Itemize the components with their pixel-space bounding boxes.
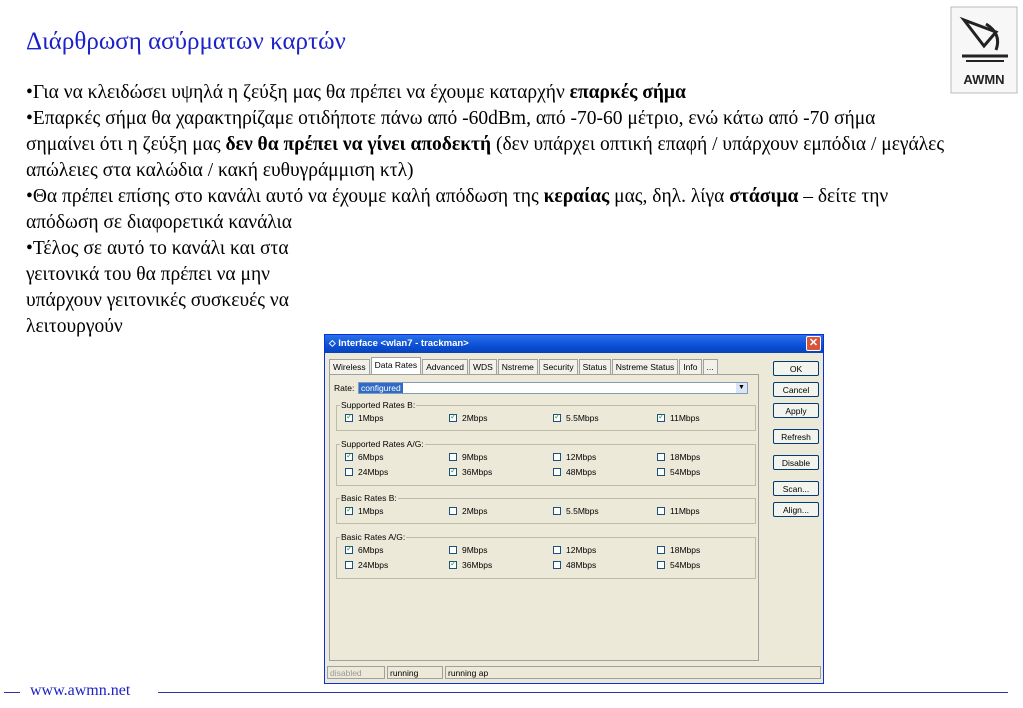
checkbox-checked-icon[interactable]: [553, 414, 561, 422]
rate-checkbox-label: 11Mbps: [670, 412, 700, 423]
checkbox-empty-icon[interactable]: [345, 561, 353, 569]
status-running: running: [387, 666, 443, 679]
rate-checkbox[interactable]: [345, 544, 384, 555]
group-label: Supported Rates A/G:: [341, 439, 424, 449]
dialog-titlebar[interactable]: [325, 335, 823, 353]
slide-title: Διάρθρωση ασύρματων καρτών: [26, 28, 346, 55]
checkbox-checked-icon[interactable]: [345, 507, 353, 515]
rate-checkbox[interactable]: [553, 559, 596, 570]
rate-checkbox[interactable]: [449, 505, 488, 516]
bullet-4-text: •Τέλος σε αυτό το κανάλι και στα γειτονικά του θα πρέπει να μην υπάρχουν γειτονικές συσκευές να λειτουργούν: [26, 238, 289, 337]
data-rates-panel: [329, 374, 759, 661]
rate-checkbox[interactable]: [449, 544, 488, 555]
rate-checkbox[interactable]: [657, 466, 700, 477]
rate-checkbox-label: 2Mbps: [462, 505, 488, 516]
rate-checkbox[interactable]: [345, 412, 384, 423]
refresh-button[interactable]: Refresh: [773, 429, 819, 444]
rate-checkbox-label: 12Mbps: [566, 451, 597, 462]
group-label: Basic Rates B:: [341, 493, 397, 503]
bullet-2-rest: (δεν υπάρχει οπτική επαφή / υπάρχουν εμπόδια / μεγάλες απώλειες στα καλώδια / κακή ευθυγράμμιση κτλ): [26, 134, 945, 181]
group-basic-b: [336, 493, 756, 524]
rate-checkbox-label: 5.5Mbps: [566, 505, 599, 516]
scan-button[interactable]: Scan...: [773, 481, 819, 496]
rate-checkbox[interactable]: [657, 451, 700, 462]
tab-nstreme-status[interactable]: Nstreme Status: [612, 359, 679, 374]
tab-data-rates[interactable]: Data Rates: [371, 357, 422, 374]
rate-checkbox-label: 18Mbps: [670, 544, 701, 555]
rate-checkbox[interactable]: [553, 544, 596, 555]
tab-nstreme[interactable]: Nstreme: [498, 359, 538, 374]
rate-select-value: configured: [361, 383, 401, 393]
rate-checkbox[interactable]: [657, 412, 700, 423]
tab-info[interactable]: Info: [679, 359, 701, 374]
rate-checkbox-label: 48Mbps: [566, 559, 597, 570]
rate-checkbox[interactable]: [345, 451, 384, 462]
checkbox-checked-icon[interactable]: [449, 468, 457, 476]
checkbox-empty-icon[interactable]: [553, 507, 561, 515]
group-label: Supported Rates B:: [341, 400, 416, 410]
group-supported-b: [336, 400, 756, 431]
status-bar: [327, 666, 821, 680]
rate-checkbox-label: 48Mbps: [566, 466, 597, 477]
checkbox-empty-icon[interactable]: [657, 546, 665, 554]
align-button[interactable]: Align...: [773, 502, 819, 517]
rate-checkbox[interactable]: [657, 505, 700, 516]
bullet-3-text: •Θα πρέπει επίσης στο κανάλι αυτό να έχουμε καλή απόδωση της: [26, 186, 544, 207]
checkbox-checked-icon[interactable]: [345, 546, 353, 554]
chevron-down-icon[interactable]: ▼: [736, 383, 747, 393]
close-icon[interactable]: ✕: [806, 336, 821, 351]
rate-select[interactable]: [358, 382, 748, 394]
bullet-3-mid: μας, δηλ. λίγα: [609, 186, 730, 207]
bullet-3-rest: – δείτε την απόδωση σε διαφορετικά κανάλια: [26, 186, 889, 233]
rate-checkbox-label: 1Mbps: [358, 505, 384, 516]
checkbox-checked-icon[interactable]: [449, 561, 457, 569]
rate-checkbox-label: 9Mbps: [462, 544, 488, 555]
status-running-ap: running ap: [445, 666, 821, 679]
rate-checkbox[interactable]: [553, 412, 599, 423]
tab-more[interactable]: ...: [703, 359, 718, 374]
bullet-list: [26, 80, 946, 340]
tab-advanced[interactable]: Advanced: [422, 359, 468, 374]
rate-checkbox-label: 36Mbps: [462, 559, 493, 570]
checkbox-empty-icon[interactable]: [657, 507, 665, 515]
rate-checkbox-label: 2Mbps: [462, 412, 488, 423]
checkbox-empty-icon[interactable]: [553, 546, 561, 554]
checkbox-checked-icon[interactable]: [345, 453, 353, 461]
checkbox-empty-icon[interactable]: [657, 468, 665, 476]
footer-rule-right: [158, 692, 1008, 693]
disable-button[interactable]: Disable: [773, 455, 819, 470]
bullet-2-text: •Επαρκές σήμα θα χαρακτηρίζαμε οτιδήποτε πάνω από -60dBm, από -70-60 μέτριο, ενώ κάτω από -70 σήμα σημαίνει ότι η ζεύξη μας: [26, 108, 876, 155]
rate-checkbox[interactable]: [345, 466, 388, 477]
footer-url[interactable]: www.awmn.net: [30, 682, 131, 699]
rate-checkbox[interactable]: [553, 505, 599, 516]
tab-wds[interactable]: WDS: [469, 359, 497, 374]
checkbox-checked-icon[interactable]: [449, 414, 457, 422]
checkbox-empty-icon[interactable]: [449, 507, 457, 515]
rate-checkbox-label: 54Mbps: [670, 559, 701, 570]
dialog-title-icon: ⬦: [329, 338, 339, 349]
ok-button[interactable]: OK: [773, 361, 819, 376]
rate-checkbox-label: 12Mbps: [566, 544, 597, 555]
rate-checkbox-label: 5.5Mbps: [566, 412, 599, 423]
checkbox-empty-icon[interactable]: [657, 561, 665, 569]
rate-checkbox[interactable]: [449, 559, 492, 570]
rate-checkbox[interactable]: [345, 505, 384, 516]
checkbox-empty-icon[interactable]: [553, 453, 561, 461]
rate-checkbox-label: 1Mbps: [358, 412, 384, 423]
group-label: Basic Rates A/G:: [341, 532, 406, 542]
rate-label: Rate:: [334, 383, 355, 393]
bullet-1-text: •Για να κλειδώσει υψηλά η ζεύξη μας θα πρέπει να έχουμε καταρχήν: [26, 82, 570, 103]
footer-rule-left: [4, 692, 20, 693]
svg-text:AWMN: AWMN: [963, 72, 1005, 87]
checkbox-empty-icon[interactable]: [449, 453, 457, 461]
tab-bar: [329, 359, 719, 374]
tab-wireless[interactable]: Wireless: [329, 359, 370, 374]
bullet-3-bold2: στάσιμα: [729, 186, 799, 207]
checkbox-empty-icon[interactable]: [553, 561, 561, 569]
bullet-3: [26, 184, 946, 236]
checkbox-empty-icon[interactable]: [345, 468, 353, 476]
rate-checkbox-label: 6Mbps: [358, 544, 384, 555]
rate-checkbox[interactable]: [345, 559, 388, 570]
rate-checkbox[interactable]: [449, 451, 488, 462]
dialog-title: Interface <wlan7 - trackman>: [338, 338, 469, 349]
cancel-button[interactable]: Cancel: [773, 382, 819, 397]
awmn-logo: [950, 6, 1018, 94]
interface-dialog: [324, 334, 824, 684]
rate-checkbox-label: 11Mbps: [670, 505, 700, 516]
checkbox-empty-icon[interactable]: [657, 453, 665, 461]
rate-checkbox[interactable]: [553, 451, 596, 462]
rate-checkbox-label: 24Mbps: [358, 466, 389, 477]
rate-checkbox[interactable]: [553, 466, 596, 477]
status-disabled: disabled: [327, 666, 385, 679]
rate-checkbox[interactable]: [449, 466, 492, 477]
bullet-1-bold: επαρκές σήμα: [569, 82, 686, 103]
bullet-2-bold: δεν θα πρέπει να γίνει αποδεκτή: [225, 134, 492, 155]
rate-checkbox-label: 24Mbps: [358, 559, 389, 570]
tab-status[interactable]: Status: [579, 359, 611, 374]
checkbox-checked-icon[interactable]: [345, 414, 353, 422]
rate-checkbox[interactable]: [657, 559, 700, 570]
apply-button[interactable]: Apply: [773, 403, 819, 418]
rate-checkbox[interactable]: [657, 544, 700, 555]
bullet-2: [26, 106, 946, 184]
group-basic-ag: [336, 532, 756, 579]
checkbox-empty-icon[interactable]: [553, 468, 561, 476]
group-supported-ag: [336, 439, 756, 486]
checkbox-empty-icon[interactable]: [449, 546, 457, 554]
tab-security[interactable]: Security: [539, 359, 578, 374]
bullet-4: [26, 236, 906, 340]
bullet-3-bold: κεραίας: [543, 186, 610, 207]
rate-checkbox-label: 54Mbps: [670, 466, 701, 477]
rate-checkbox-label: 18Mbps: [670, 451, 701, 462]
rate-checkbox-label: 6Mbps: [358, 451, 384, 462]
rate-checkbox-label: 9Mbps: [462, 451, 488, 462]
checkbox-checked-icon[interactable]: [657, 414, 665, 422]
rate-checkbox[interactable]: [449, 412, 488, 423]
bullet-1: [26, 80, 946, 106]
rate-checkbox-label: 36Mbps: [462, 466, 493, 477]
